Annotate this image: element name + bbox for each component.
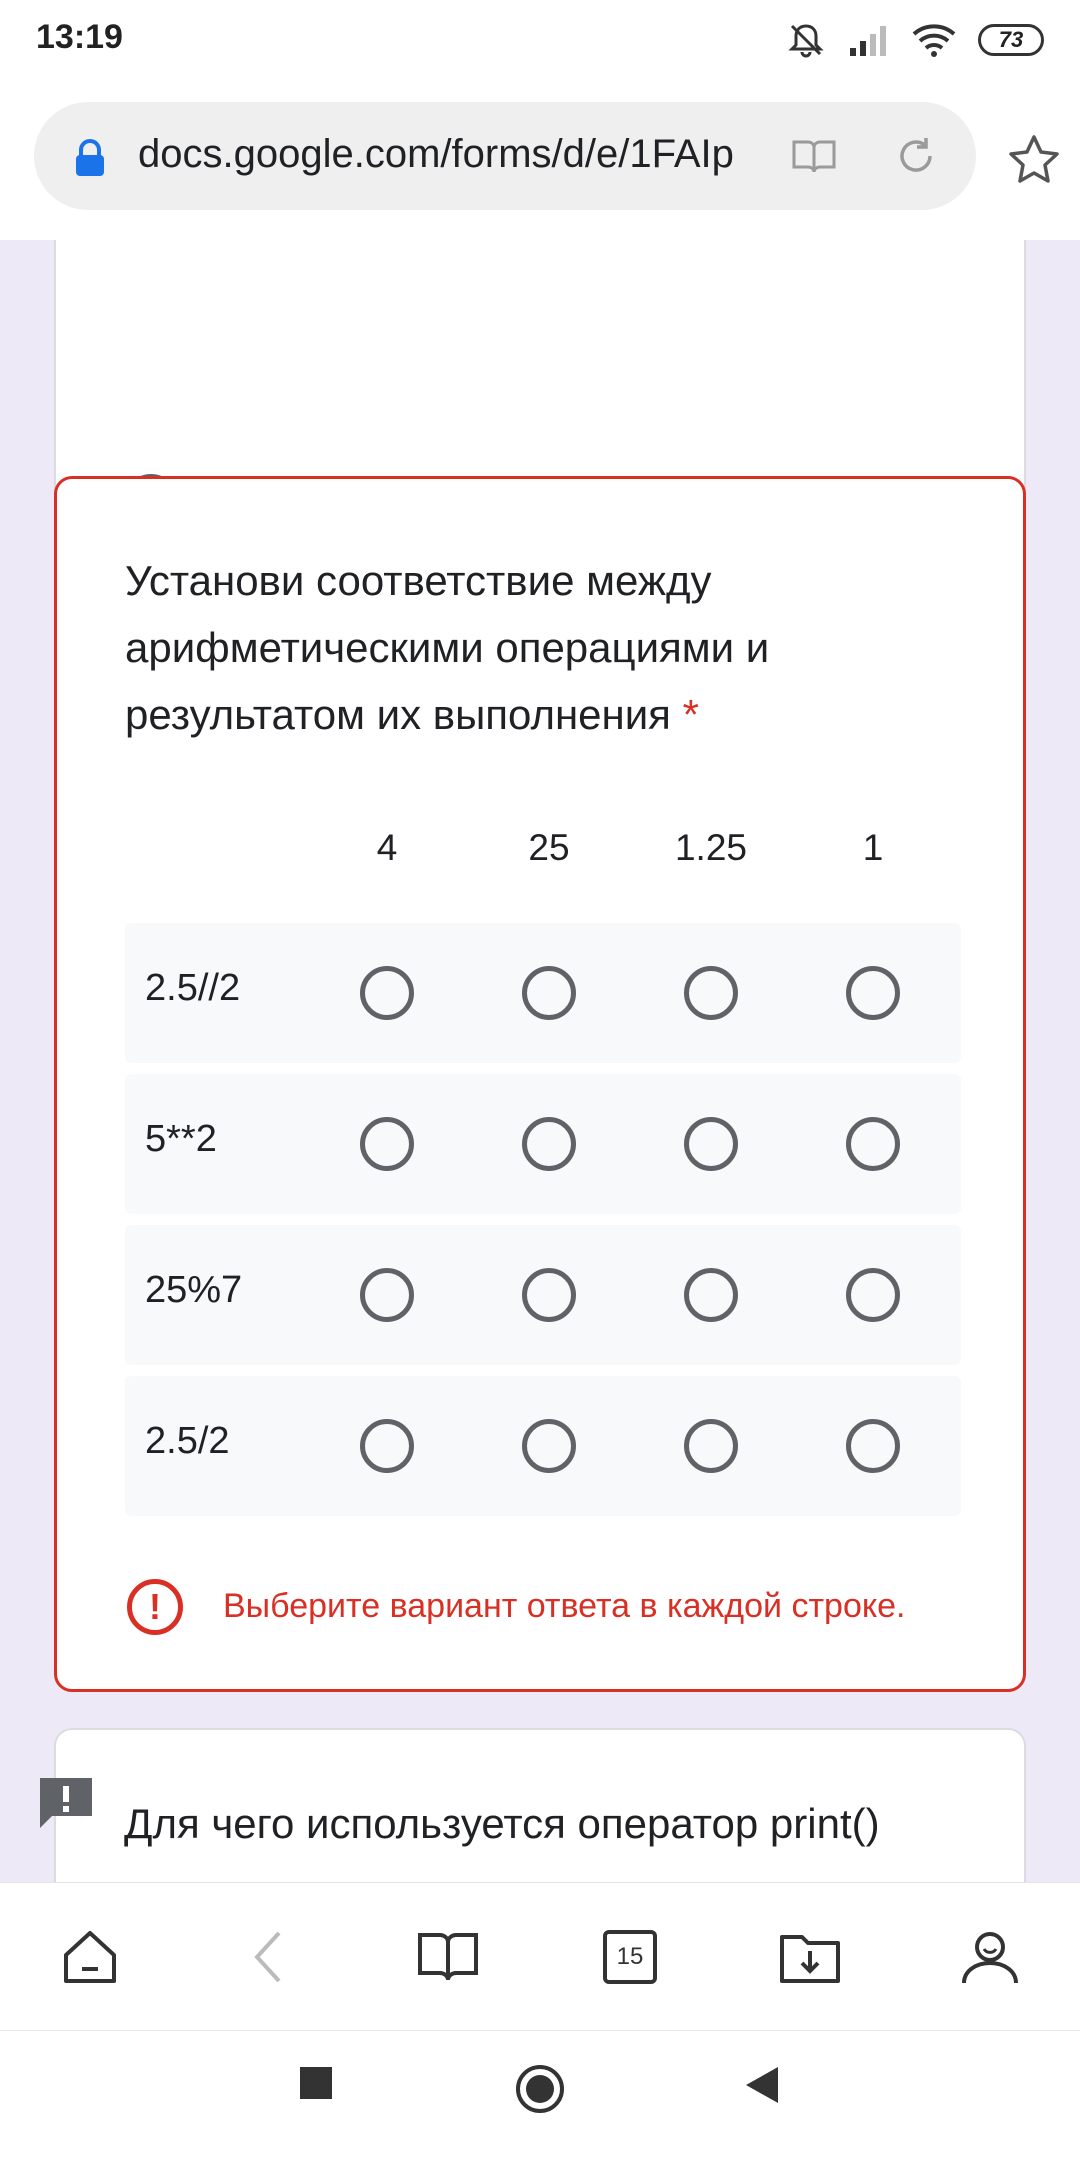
reload-icon[interactable] (892, 132, 940, 180)
status-bar (0, 0, 1080, 80)
row-label: 5**2 (145, 1118, 217, 1160)
radio-button[interactable] (684, 1419, 738, 1473)
recents-icon[interactable] (296, 2063, 336, 2103)
row-label: 2.5/2 (145, 1420, 230, 1462)
tab-count: 15 (603, 1930, 657, 1984)
wifi-icon (912, 22, 956, 58)
radio-button[interactable] (522, 1419, 576, 1473)
reader-mode-icon[interactable] (790, 132, 838, 180)
radio-button[interactable] (360, 966, 414, 1020)
column-header: 25 (528, 827, 570, 868)
home-circle-icon[interactable] (514, 2063, 566, 2115)
address-bar[interactable] (34, 102, 976, 210)
question-title: Для чего используется оператор print() (124, 1800, 880, 1847)
error-message: Выберите вариант ответа в каждой строке. (223, 1587, 906, 1625)
tabs-button[interactable] (590, 1917, 670, 1997)
grid-question-card (54, 476, 1026, 1692)
error-icon: ! (127, 1579, 183, 1635)
grid-row (125, 1376, 961, 1516)
profile-button[interactable] (950, 1917, 1030, 1997)
column-header: 1.25 (674, 827, 747, 868)
next-question-card (54, 1728, 1026, 1882)
chevron-left-icon (243, 1925, 293, 1989)
radio-button[interactable] (522, 1117, 576, 1171)
url-text[interactable]: docs.google.com/forms/d/e/1FAIp (138, 132, 734, 176)
battery-indicator: 73 (978, 24, 1044, 56)
radio-button[interactable] (522, 1268, 576, 1322)
row-label: 25%7 (145, 1269, 243, 1311)
radio-button[interactable] (684, 966, 738, 1020)
grid-row (125, 1225, 961, 1365)
radio-button[interactable] (360, 1117, 414, 1171)
radio-button[interactable] (684, 1117, 738, 1171)
column-header: 4 (376, 827, 398, 868)
radio-button[interactable] (360, 1268, 414, 1322)
radio-button[interactable] (522, 966, 576, 1020)
bookmark-star-icon[interactable] (1006, 132, 1062, 188)
radio-button[interactable] (846, 966, 900, 1020)
signal-icon (848, 22, 890, 58)
back-triangle-icon[interactable] (742, 2063, 782, 2107)
lock-icon (72, 138, 108, 178)
row-label: 2.5//2 (145, 967, 241, 1009)
mute-bell-icon (786, 20, 826, 60)
book-icon (416, 1925, 480, 1989)
home-button[interactable] (50, 1917, 130, 1997)
profile-icon (958, 1925, 1022, 1989)
required-asterisk: * (682, 691, 699, 738)
browser-toolbar (0, 80, 1080, 240)
report-feedback-icon[interactable] (36, 1774, 96, 1834)
download-folder-icon (778, 1925, 842, 1989)
status-icons (786, 18, 1044, 62)
grid-row (125, 1074, 961, 1214)
radio-button[interactable] (846, 1419, 900, 1473)
form-page (0, 240, 1080, 1882)
downloads-button[interactable] (770, 1917, 850, 1997)
back-button[interactable] (228, 1917, 308, 1997)
question-title (125, 547, 985, 748)
radio-button[interactable] (846, 1117, 900, 1171)
system-nav-bar (0, 2030, 1080, 2160)
radio-button[interactable] (684, 1268, 738, 1322)
grid-row (125, 923, 961, 1063)
browser-bottom-bar (0, 1882, 1080, 2030)
question-text: Установи соответствие между арифметическими операциями и результатом их выполнения (125, 557, 770, 738)
bookmarks-button[interactable] (408, 1917, 488, 1997)
status-time: 13:19 (36, 18, 123, 56)
radio-button[interactable] (846, 1268, 900, 1322)
column-header: 1 (862, 827, 884, 868)
radio-button[interactable] (360, 1419, 414, 1473)
home-icon (58, 1925, 122, 1989)
